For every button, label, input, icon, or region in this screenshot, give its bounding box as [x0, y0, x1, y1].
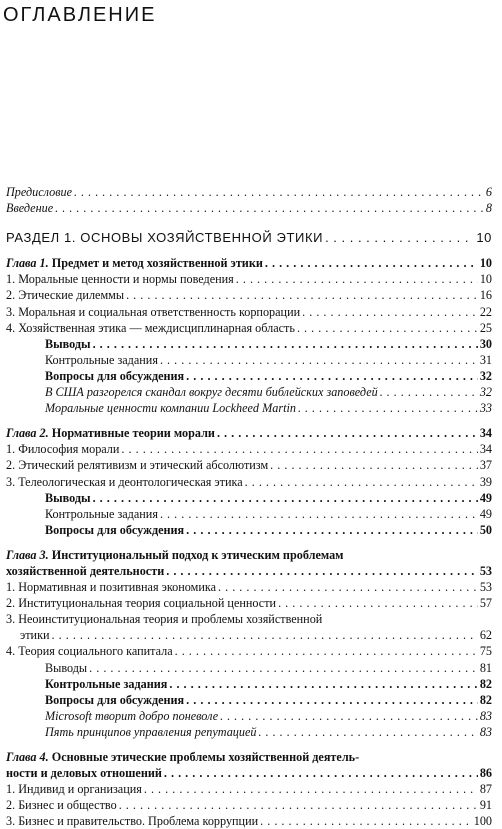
page-number: 53: [479, 580, 492, 595]
toc-subitem[interactable]: [6, 724, 492, 740]
toc-item-text: Контрольные задания: [45, 352, 158, 367]
page-number: 75: [479, 644, 492, 659]
page-number: 49: [479, 506, 492, 521]
toc-subitem[interactable]: [6, 506, 492, 522]
toc-item-text-continued: этики: [20, 628, 50, 643]
chapter-title-continued: хозяйственной деятельности: [6, 563, 165, 578]
dot-leader: [144, 781, 478, 797]
dot-leader: [166, 563, 478, 579]
page-number: 6: [485, 185, 492, 199]
toc-item[interactable]: [6, 643, 492, 659]
toc-item-text: Контрольные задания: [45, 506, 158, 521]
page-title: ОГЛАВЛЕНИЕ: [3, 4, 157, 26]
page-number: 91: [479, 798, 492, 813]
dot-leader: [298, 400, 478, 416]
dot-leader: [236, 271, 478, 287]
toc-item-line1[interactable]: [6, 611, 492, 627]
page-number: 53: [479, 563, 492, 578]
toc-item-text: 4. Хозяйственная этика — междисциплинарная область: [6, 320, 295, 335]
toc-item[interactable]: [6, 474, 492, 490]
toc-subitem[interactable]: [6, 676, 492, 692]
toc-item-text: 1. Нормативная и позитивная экономика: [6, 580, 217, 595]
dot-leader: [93, 336, 478, 352]
toc-item[interactable]: [6, 287, 492, 303]
page-number: 62: [479, 628, 492, 643]
dot-leader: [74, 184, 484, 200]
dot-leader: [278, 595, 478, 611]
dot-leader: [259, 724, 478, 740]
chapter-title: Предмет и метод хозяйственной этики: [51, 256, 263, 271]
toc-item[interactable]: [6, 595, 492, 611]
chapter-title: Институциональный подход к этическим проблемам: [51, 547, 344, 562]
section-title: РАЗДЕЛ 1. ОСНОВЫ ХОЗЯЙСТВЕННОЙ ЭТИКИ: [6, 230, 324, 246]
page-number: 82: [479, 676, 492, 691]
toc-item[interactable]: [6, 813, 492, 829]
chapter-label: Глава 1.: [6, 256, 49, 271]
dot-leader: [302, 304, 478, 320]
toc-item-text: 2. Институциональная теория социальной ценности: [6, 596, 277, 611]
toc-chapter-2[interactable]: [6, 425, 492, 441]
toc-item-text: Моральные ценности компании Lockheed Martin: [45, 401, 296, 416]
page-number: 16: [479, 288, 492, 303]
toc-item-text: 3. Неоинституциональная теория и проблемы хозяйственной: [6, 612, 323, 627]
toc-item-text: 1. Индивид и организация: [6, 782, 142, 797]
page-number: 31: [479, 352, 492, 367]
page-number: 32: [479, 385, 492, 400]
toc-section-1[interactable]: [6, 230, 492, 246]
dot-leader: [186, 368, 478, 384]
dot-leader: [220, 708, 478, 724]
page-number: 10: [479, 256, 492, 271]
toc-subitem[interactable]: [6, 660, 492, 676]
page-number: 82: [479, 692, 492, 707]
dot-leader: [175, 643, 478, 659]
toc-entry-preface[interactable]: [6, 184, 492, 200]
dot-leader: [380, 384, 478, 400]
toc-subitem[interactable]: [6, 490, 492, 506]
toc-entry-intro[interactable]: [6, 200, 492, 216]
toc-item-text: Вопросы для обсуждения: [45, 522, 185, 537]
toc-subitem[interactable]: [6, 522, 492, 538]
toc-item[interactable]: [6, 457, 492, 473]
chapter-title: Основные этические проблемы хозяйственной деятель-: [51, 750, 360, 764]
toc-entry-text: Предисловие: [6, 185, 73, 199]
toc-subitem[interactable]: [6, 352, 492, 368]
toc-item-text: 2. Этические дилеммы: [6, 288, 125, 303]
toc-chapter-4-title-line1[interactable]: [6, 749, 492, 765]
page-number: 10: [479, 272, 492, 287]
toc-item-text: 2. Бизнес и общество: [6, 798, 117, 813]
toc-item-text: Вопросы для обсуждения: [45, 368, 185, 383]
dot-leader: [186, 522, 478, 538]
dot-leader: [169, 676, 477, 692]
dot-leader: [55, 200, 484, 216]
dot-leader: [325, 230, 474, 246]
chapter-title-continued: ности и деловых отношений: [6, 766, 162, 781]
toc-item-text: Контрольные задания: [45, 676, 168, 691]
chapter-label: Глава 4.: [6, 750, 49, 764]
dot-leader: [260, 813, 472, 829]
toc-item-text: Выводы: [45, 660, 88, 675]
toc-item-text: 1. Философия морали: [6, 442, 120, 457]
dot-leader: [217, 425, 478, 441]
page-number: 50: [479, 522, 492, 537]
page-number: 37: [479, 458, 492, 473]
toc-item-text: 1. Моральные ценности и нормы поведения: [6, 272, 234, 287]
page-number: 100: [473, 814, 492, 829]
page-number: 81: [479, 660, 492, 675]
toc-chapter-1[interactable]: [6, 255, 492, 271]
dot-leader: [52, 627, 478, 643]
dot-leader: [121, 441, 477, 457]
toc-subitem[interactable]: [6, 692, 492, 708]
toc-item[interactable]: [6, 627, 492, 643]
chapter-label: Глава 3.: [6, 547, 49, 562]
toc-chapter-3[interactable]: [6, 563, 492, 579]
dot-leader: [126, 287, 478, 303]
toc-item[interactable]: [6, 271, 492, 287]
dot-leader: [186, 692, 478, 708]
page-number: 86: [479, 766, 492, 781]
toc-item-text: Пять принципов управления репутацией: [45, 724, 257, 739]
page-number: 32: [479, 368, 492, 383]
dot-leader: [160, 352, 478, 368]
toc-item[interactable]: [6, 781, 492, 797]
page-number: 34: [479, 426, 492, 441]
page-number: 57: [479, 596, 492, 611]
toc-subitem[interactable]: [6, 400, 492, 416]
dot-leader: [93, 490, 478, 506]
table-of-contents: [6, 184, 492, 829]
toc-item-text: 3. Бизнес и правительство. Проблема коррупции: [6, 814, 259, 829]
dot-leader: [297, 320, 478, 336]
toc-item-text: 3. Моральная и социальная ответственность корпорации: [6, 304, 301, 319]
page-number: 83: [479, 724, 492, 739]
page-number: 49: [479, 490, 492, 505]
dot-leader: [245, 474, 478, 490]
dot-leader: [160, 506, 478, 522]
toc-entry-text: Введение: [6, 201, 54, 216]
toc-item-text: Microsoft творит добро поневоле: [45, 708, 219, 723]
toc-item[interactable]: [6, 579, 492, 595]
toc-chapter-4[interactable]: [6, 765, 492, 781]
dot-leader: [218, 579, 478, 595]
chapter-label: Глава 2.: [6, 426, 49, 441]
toc-item[interactable]: [6, 304, 492, 320]
page-number: 87: [479, 782, 492, 797]
toc-chapter-3-title-line1[interactable]: [6, 547, 492, 563]
page-number: 33: [479, 401, 492, 416]
toc-item-text: 4. Теория социального капитала: [6, 644, 173, 659]
dot-leader: [270, 457, 478, 473]
dot-leader: [265, 255, 478, 271]
toc-item-text: Выводы: [45, 336, 91, 351]
dot-leader: [89, 660, 478, 676]
page-number: 83: [479, 708, 492, 723]
page-number: 34: [479, 442, 492, 457]
dot-leader: [164, 765, 478, 781]
page-number: 8: [485, 201, 492, 216]
toc-subitem[interactable]: [6, 368, 492, 384]
toc-item[interactable]: [6, 441, 492, 457]
page-number: 39: [479, 474, 492, 489]
toc-item-text: 2. Этический релятивизм и этический абсолютизм: [6, 458, 269, 473]
toc-item-text: В США разгорелся скандал вокруг десяти библейских заповедей: [45, 385, 378, 400]
toc-subitem[interactable]: [6, 336, 492, 352]
page-number: 25: [479, 320, 492, 335]
toc-item[interactable]: [6, 320, 492, 336]
toc-subitem[interactable]: [6, 708, 492, 724]
page-number: 10: [476, 230, 492, 246]
toc-subitem[interactable]: [6, 384, 492, 400]
page-number: 22: [479, 304, 492, 319]
page-number: 30: [479, 336, 492, 351]
chapter-title: Нормативные теории морали: [51, 426, 215, 441]
toc-item-text: Выводы: [45, 490, 91, 505]
toc-item-text: Вопросы для обсуждения: [45, 692, 185, 707]
toc-item-text: 3. Телеологическая и деонтологическая этика: [6, 474, 243, 489]
